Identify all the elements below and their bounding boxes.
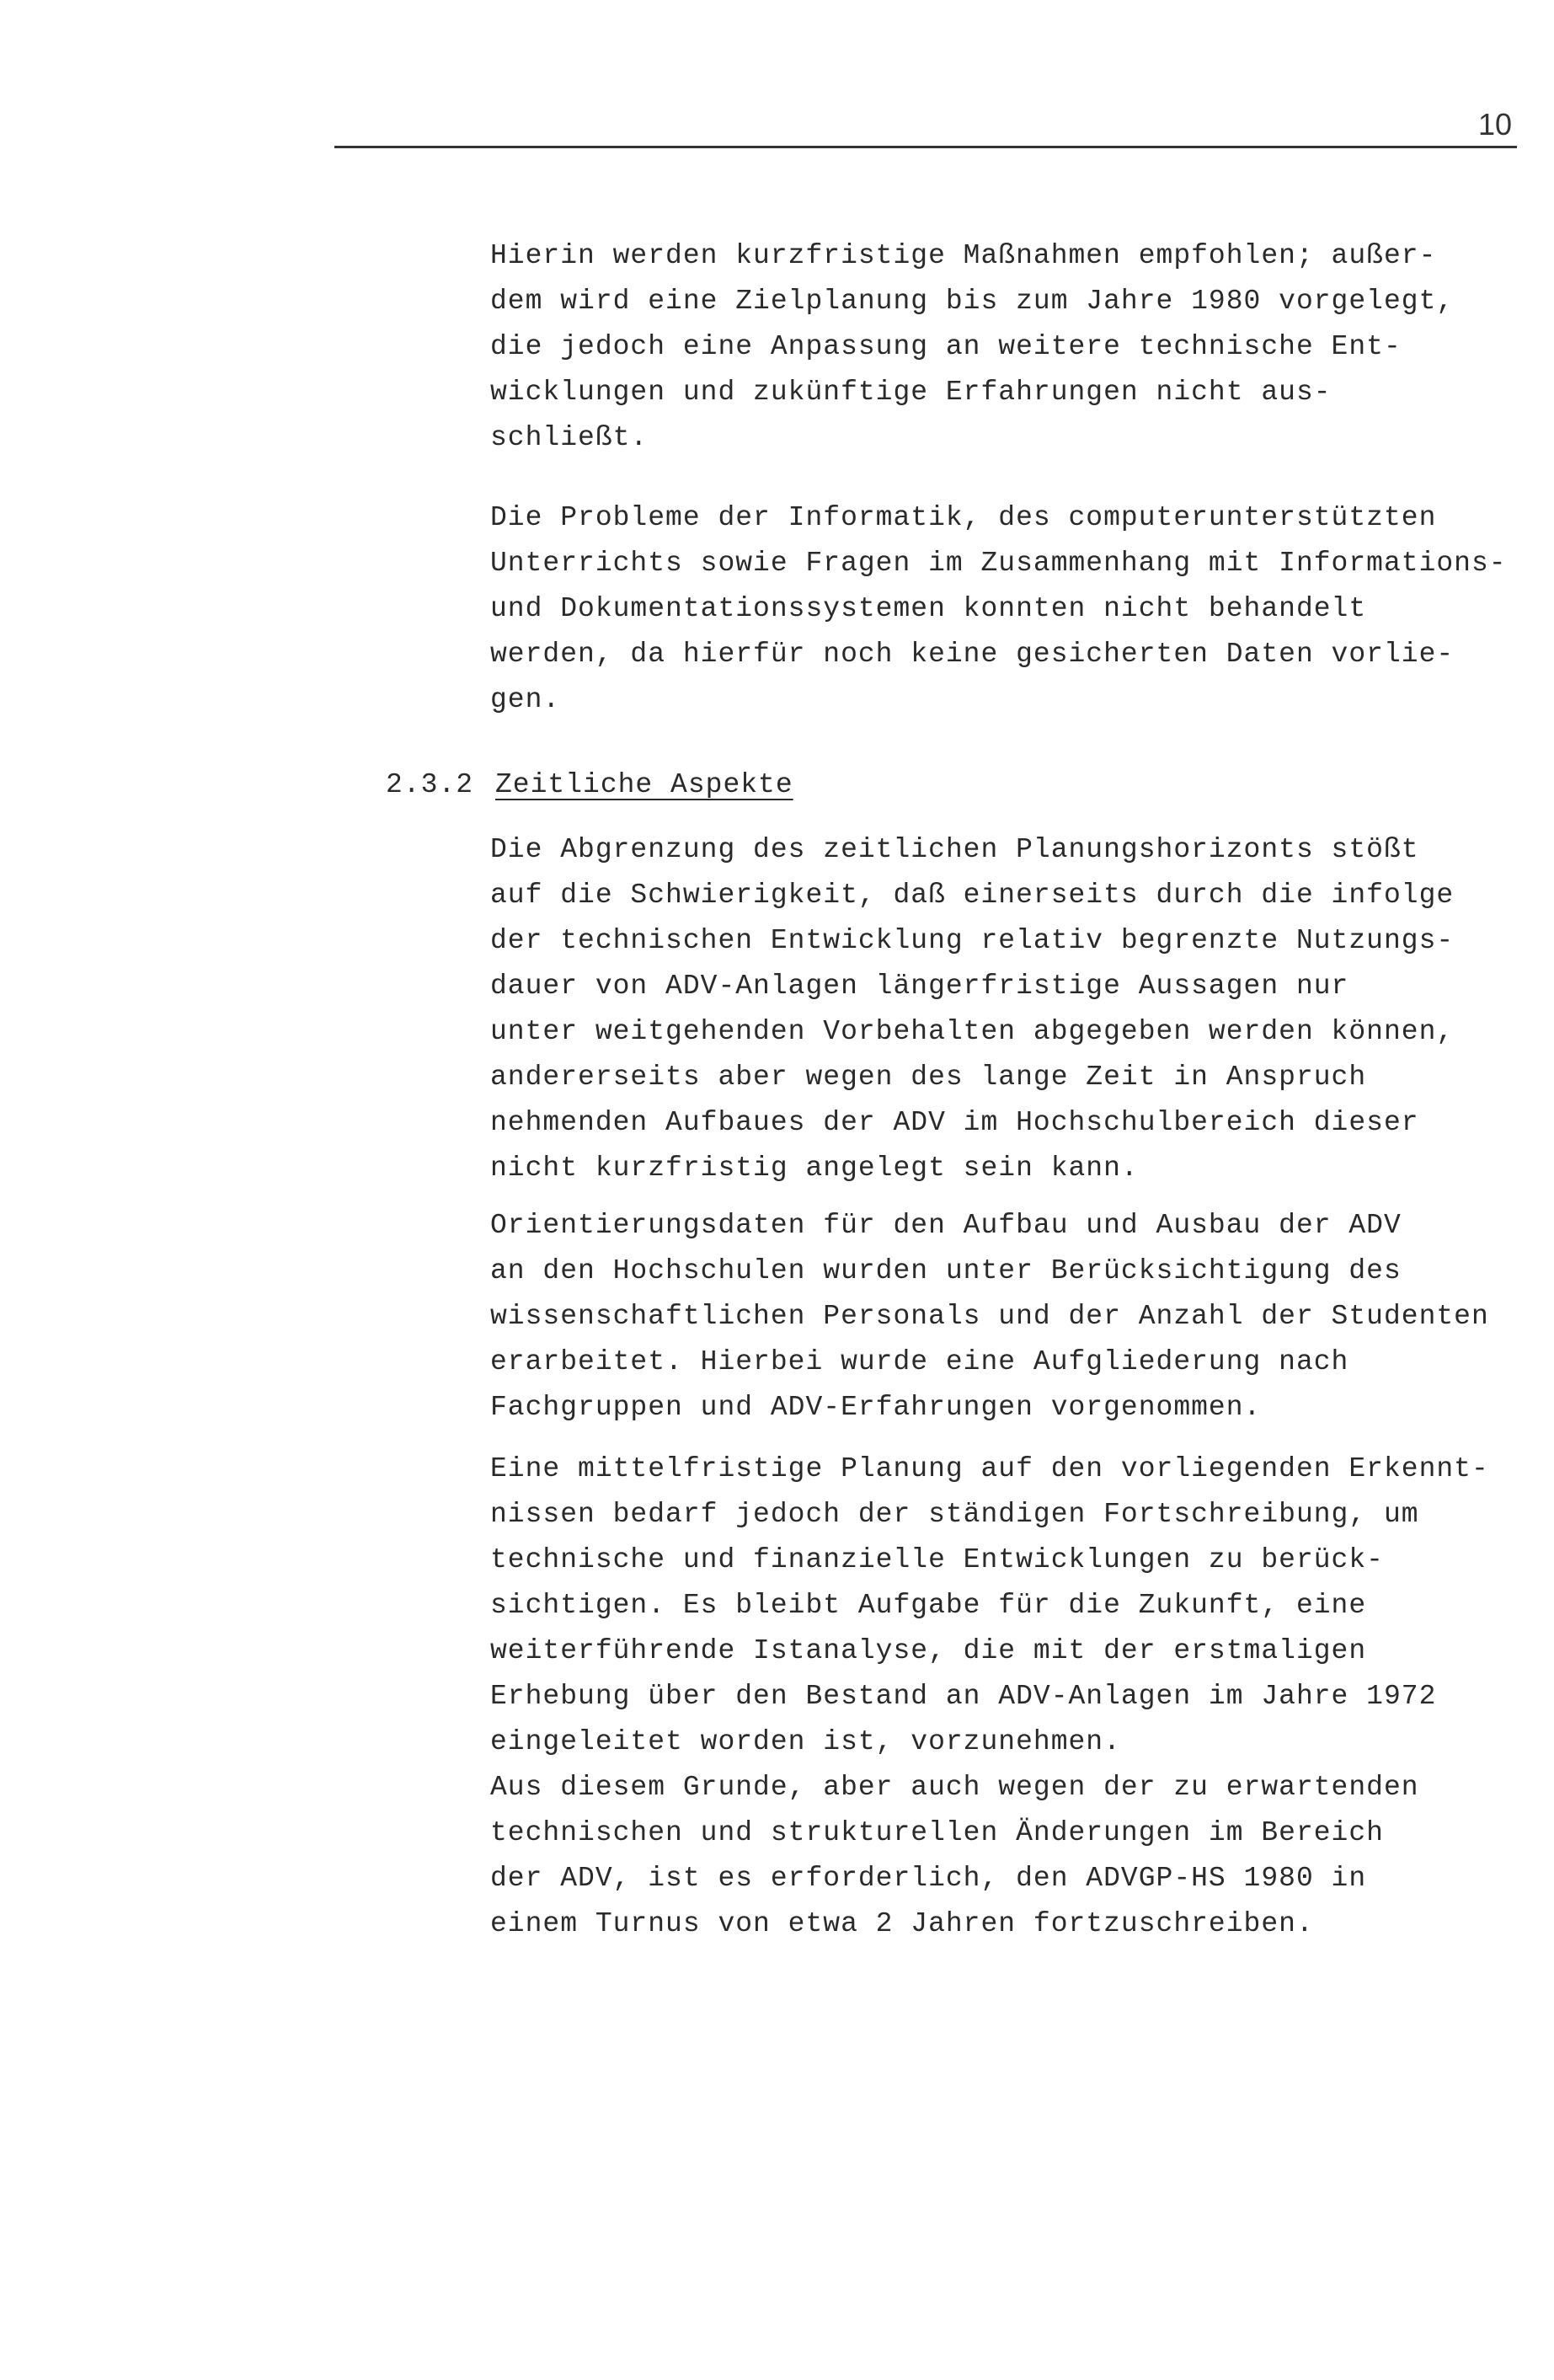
- text-line: nissen bedarf jedoch der ständigen Fortschreibung, um: [490, 1499, 1419, 1530]
- paragraph-intro: [490, 233, 1454, 461]
- paragraph-orientation-data: [490, 1203, 1489, 1431]
- text-line: technischen und strukturellen Änderungen im Bereich: [490, 1817, 1384, 1848]
- text-line: Aus diesem Grunde, aber auch wegen der zu erwartenden: [490, 1772, 1419, 1803]
- section-title: Zeitliche Aspekte: [495, 769, 793, 800]
- text-line: Hierin werden kurzfristige Maßnahmen empfohlen; außer-: [490, 240, 1437, 271]
- text-line: technische und finanzielle Entwicklungen zu berück-: [490, 1544, 1384, 1575]
- text-line: gen.: [490, 684, 561, 715]
- text-line: Die Probleme der Informatik, des computerunterstützten: [490, 502, 1437, 533]
- text-line: nehmenden Aufbaues der ADV im Hochschulbereich dieser: [490, 1107, 1419, 1138]
- text-line: weiterführende Istanalyse, die mit der erstmaligen: [490, 1635, 1367, 1666]
- text-line: und Dokumentationssystemen konnten nicht behandelt: [490, 593, 1367, 624]
- text-line: wissenschaftlichen Personals und der Anzahl der Studenten: [490, 1301, 1489, 1332]
- page-number: 10: [1478, 107, 1513, 142]
- text-line: der technischen Entwicklung relativ begrenzte Nutzungs-: [490, 925, 1455, 956]
- text-line: andererseits aber wegen des lange Zeit in Anspruch: [490, 1062, 1367, 1093]
- paragraph-informatics: [490, 495, 1507, 723]
- text-line: nicht kurzfristig angelegt sein kann.: [490, 1153, 1139, 1184]
- section-number: 2.3.2: [386, 769, 474, 800]
- text-line: unter weitgehenden Vorbehalten abgegeben werden können,: [490, 1016, 1455, 1047]
- text-line: Die Abgrenzung des zeitlichen Planungshorizonts stößt: [490, 834, 1419, 865]
- text-line: Unterrichts sowie Fragen im Zusammenhang mit Informations-: [490, 548, 1507, 579]
- text-line: Orientierungsdaten für den Aufbau und Ausbau der ADV: [490, 1210, 1402, 1241]
- text-line: Fachgruppen und ADV-Erfahrungen vorgenommen.: [490, 1392, 1262, 1423]
- paragraph-time-horizon: [490, 827, 1454, 1191]
- text-line: wicklungen und zukünftige Erfahrungen nicht aus-: [490, 377, 1332, 408]
- text-line: an den Hochschulen wurden unter Berücksichtigung des: [490, 1255, 1402, 1286]
- text-line: werden, da hierfür noch keine gesicherten Daten vorlie-: [490, 639, 1455, 670]
- text-line: der ADV, ist es erforderlich, den ADVGP-HS 1980 in: [490, 1863, 1367, 1894]
- header-rule: [334, 146, 1517, 148]
- text-line: auf die Schwierigkeit, daß einerseits durch die infolge: [490, 880, 1455, 911]
- text-line: Eine mittelfristige Planung auf den vorliegenden Erkennt-: [490, 1453, 1489, 1484]
- text-line: schließt.: [490, 422, 649, 453]
- text-line: dauer von ADV-Anlagen längerfristige Aussagen nur: [490, 971, 1349, 1002]
- text-line: Erhebung über den Bestand an ADV-Anlagen im Jahre 1972: [490, 1681, 1437, 1712]
- text-line: einem Turnus von etwa 2 Jahren fortzuschreiben.: [490, 1908, 1314, 1939]
- paragraph-medium-term-planning: [490, 1447, 1489, 1947]
- text-line: die jedoch eine Anpassung an weitere technische Ent-: [490, 331, 1402, 362]
- text-line: eingeleitet worden ist, vorzunehmen.: [490, 1726, 1121, 1757]
- text-line: dem wird eine Zielplanung bis zum Jahre 1980 vorgelegt,: [490, 286, 1455, 317]
- text-line: erarbeitet. Hierbei wurde eine Aufgliederung nach: [490, 1346, 1349, 1377]
- text-line: sichtigen. Es bleibt Aufgabe für die Zukunft, eine: [490, 1590, 1367, 1621]
